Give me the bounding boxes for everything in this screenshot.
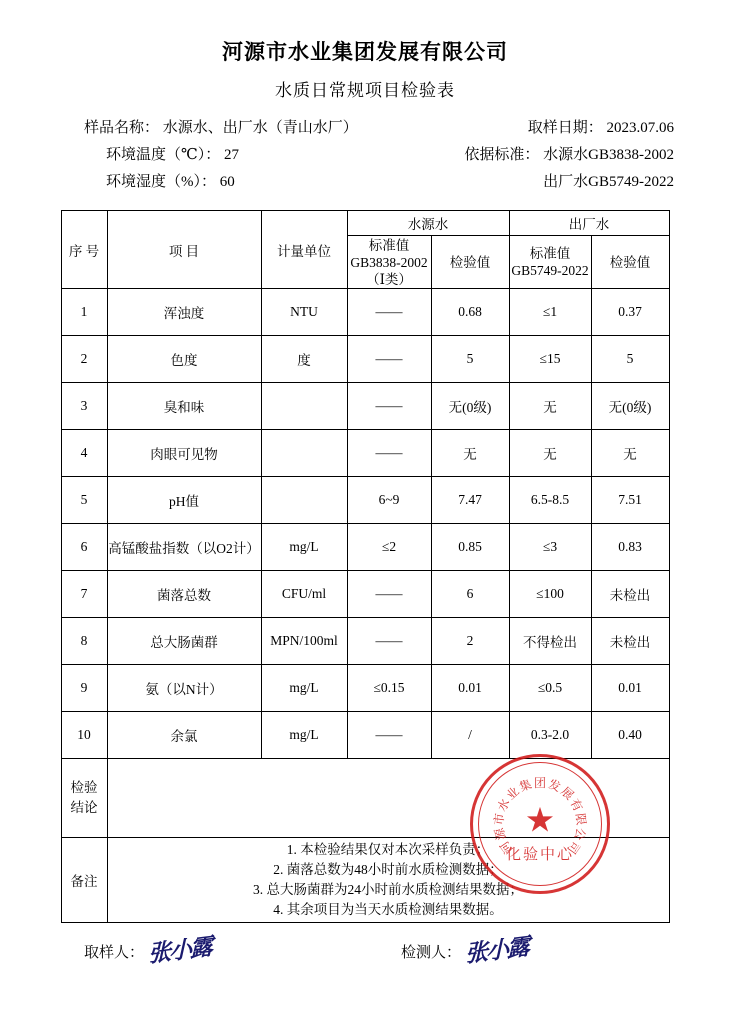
row-unit: MPN/100ml bbox=[261, 618, 347, 665]
water-quality-table bbox=[61, 210, 670, 923]
row-item: 色度 bbox=[107, 336, 261, 383]
report-title: 水质日常规项目检验表 bbox=[275, 81, 455, 100]
table-row bbox=[61, 571, 669, 618]
sampling-date-group bbox=[528, 115, 674, 142]
stamp-arc-char: 源 bbox=[491, 826, 509, 842]
standard-group bbox=[464, 142, 674, 169]
table-row bbox=[61, 618, 669, 665]
row-source-value: 0.01 bbox=[431, 665, 509, 712]
row-source-standard: ≤2 bbox=[347, 524, 431, 571]
humidity-group bbox=[84, 169, 235, 196]
row-no: 2 bbox=[61, 336, 107, 383]
stamp-arc-char: 团 bbox=[533, 776, 547, 790]
row-outlet-standard: 无 bbox=[509, 383, 591, 430]
row-source-value: 6 bbox=[431, 571, 509, 618]
conclusion-text bbox=[107, 759, 669, 838]
stamp-center-text: 化验中心 bbox=[505, 847, 574, 863]
row-outlet-value: 5 bbox=[591, 336, 669, 383]
row-unit: 度 bbox=[261, 336, 347, 383]
row-item: 肉眼可见物 bbox=[107, 430, 261, 477]
row-item: pH值 bbox=[107, 477, 261, 524]
stamp-arc-char: 集 bbox=[517, 777, 534, 795]
row-source-standard: —— bbox=[347, 618, 431, 665]
row-outlet-value: 0.37 bbox=[591, 289, 669, 336]
row-unit bbox=[261, 430, 347, 477]
table-row bbox=[61, 383, 669, 430]
row-source-standard: —— bbox=[347, 289, 431, 336]
row-outlet-standard: ≤1 bbox=[509, 289, 591, 336]
row-unit bbox=[261, 477, 347, 524]
table-row bbox=[61, 477, 669, 524]
row-outlet-value: 0.40 bbox=[591, 712, 669, 759]
sampling-date-value: 2023.07.06 bbox=[606, 120, 674, 136]
row-no: 10 bbox=[61, 712, 107, 759]
tester-signature: 张小露 bbox=[465, 934, 529, 968]
table-row bbox=[61, 712, 669, 759]
row-item: 菌落总数 bbox=[107, 571, 261, 618]
row-outlet-standard: ≤3 bbox=[509, 524, 591, 571]
row-item: 余氯 bbox=[107, 712, 261, 759]
row-source-standard: —— bbox=[347, 430, 431, 477]
row-unit: mg/L bbox=[261, 665, 347, 712]
row-outlet-standard: ≤0.5 bbox=[509, 665, 591, 712]
row-source-value: 7.47 bbox=[431, 477, 509, 524]
row-outlet-value: 无 bbox=[591, 430, 669, 477]
stamp-arc-char: 发 bbox=[546, 777, 563, 795]
row-unit: mg/L bbox=[261, 524, 347, 571]
report-page bbox=[0, 36, 730, 1020]
tester-label: 检测人： bbox=[401, 945, 462, 961]
row-outlet-value: 0.01 bbox=[591, 665, 669, 712]
stamp-arc-char: 水 bbox=[494, 796, 513, 814]
header-source-standard-line2: GB3838-2002 bbox=[350, 254, 428, 270]
row-unit: NTU bbox=[261, 289, 347, 336]
row-source-standard: 6~9 bbox=[347, 477, 431, 524]
conclusion-row bbox=[61, 759, 669, 838]
row-source-standard: ≤0.15 bbox=[347, 665, 431, 712]
row-item: 浑浊度 bbox=[107, 289, 261, 336]
table-row bbox=[61, 665, 669, 712]
table-header-row-1 bbox=[61, 211, 669, 236]
row-no: 3 bbox=[61, 383, 107, 430]
row-source-standard: —— bbox=[347, 712, 431, 759]
conclusion-label-line1: 检验 bbox=[70, 780, 98, 795]
row-unit: mg/L bbox=[261, 712, 347, 759]
standard-value-outlet: 出厂水GB5749-2022 bbox=[543, 174, 674, 190]
remark-label: 备注 bbox=[61, 838, 107, 923]
meta-row-sample bbox=[84, 115, 674, 142]
row-item: 总大肠菌群 bbox=[107, 618, 261, 665]
table-row bbox=[61, 430, 669, 477]
row-outlet-value: 无(0级) bbox=[591, 383, 669, 430]
header-outlet-standard-line1: 标准值 bbox=[529, 246, 571, 261]
row-no: 8 bbox=[61, 618, 107, 665]
row-source-value: 2 bbox=[431, 618, 509, 665]
remark-item: 2. 菌落总数为48小时前水质检测数据； bbox=[273, 862, 503, 877]
humidity-label: 环境湿度（%）： bbox=[106, 174, 216, 190]
star-icon: ★ bbox=[524, 802, 556, 840]
header-outlet-standard-line2: GB5749-2022 bbox=[511, 263, 589, 278]
row-outlet-standard: 0.3-2.0 bbox=[509, 712, 591, 759]
stamp-arc-char: 河 bbox=[497, 838, 516, 857]
row-item: 臭和味 bbox=[107, 383, 261, 430]
row-no: 9 bbox=[61, 665, 107, 712]
header-source-standard-line1: 标准值 bbox=[368, 237, 410, 253]
row-no: 5 bbox=[61, 477, 107, 524]
stamp-arc-char: 公 bbox=[571, 826, 589, 842]
meta-row-temperature bbox=[84, 142, 674, 169]
stamp-arc-char: 业 bbox=[503, 784, 522, 803]
stamp-arc-char: 市 bbox=[491, 812, 507, 827]
header-item: 项 目 bbox=[107, 211, 261, 289]
row-source-standard: —— bbox=[347, 383, 431, 430]
stamp-arc-char: 有 bbox=[567, 796, 586, 814]
header-no: 序 号 bbox=[61, 211, 107, 289]
sampler-label: 取样人： bbox=[84, 945, 145, 961]
header-outlet-value: 检验值 bbox=[591, 236, 669, 289]
stamp-arc-char: 展 bbox=[558, 784, 577, 803]
row-outlet-standard: 不得检出 bbox=[509, 618, 591, 665]
row-outlet-standard: 无 bbox=[509, 430, 591, 477]
tester-signature-group bbox=[401, 934, 529, 968]
row-source-value: 5 bbox=[431, 336, 509, 383]
header-group-source-water: 水源水 bbox=[347, 211, 509, 236]
row-outlet-standard: 6.5-8.5 bbox=[509, 477, 591, 524]
conclusion-label-line2: 结论 bbox=[70, 800, 98, 815]
row-outlet-value: 未检出 bbox=[591, 571, 669, 618]
report-meta bbox=[84, 115, 674, 196]
meta-row-humidity bbox=[84, 169, 674, 196]
stamp-arc-char: 限 bbox=[573, 812, 589, 827]
standard-label: 依据标准： bbox=[464, 147, 540, 163]
row-no: 4 bbox=[61, 430, 107, 477]
row-outlet-standard: ≤15 bbox=[509, 336, 591, 383]
temperature-label: 环境温度（℃）： bbox=[106, 147, 221, 163]
standard-value-source: 水源水GB3838-2002 bbox=[543, 147, 674, 163]
table-row bbox=[61, 289, 669, 336]
row-source-standard: —— bbox=[347, 336, 431, 383]
header-unit: 计量单位 bbox=[261, 211, 347, 289]
row-outlet-standard: ≤100 bbox=[509, 571, 591, 618]
header-outlet-standard bbox=[509, 236, 591, 289]
remark-item: 1. 本检验结果仅对本次采样负责； bbox=[286, 842, 490, 857]
row-source-value: / bbox=[431, 712, 509, 759]
remark-item: 4. 其余项目为当天水质检测结果数据。 bbox=[273, 902, 503, 917]
sampling-date-label: 取样日期： bbox=[527, 120, 603, 136]
company-title: 河源市水业集团发展有限公司 bbox=[222, 40, 508, 64]
table-row bbox=[61, 336, 669, 383]
humidity-value: 60 bbox=[219, 174, 235, 190]
row-source-value: 无(0级) bbox=[431, 383, 509, 430]
remark-item: 3. 总大肠菌群为24小时前水质检测结果数据； bbox=[253, 882, 523, 897]
header-group-outlet-water: 出厂水 bbox=[509, 211, 669, 236]
row-unit: CFU/ml bbox=[261, 571, 347, 618]
table-row bbox=[61, 524, 669, 571]
row-source-standard: —— bbox=[347, 571, 431, 618]
header-source-standard-line3: （Ⅰ类） bbox=[366, 271, 412, 287]
row-source-value: 0.68 bbox=[431, 289, 509, 336]
row-no: 6 bbox=[61, 524, 107, 571]
row-source-value: 无 bbox=[431, 430, 509, 477]
sampler-signature: 张小露 bbox=[148, 934, 211, 968]
temperature-value: 27 bbox=[224, 147, 240, 163]
row-item: 氨（以N计） bbox=[107, 665, 261, 712]
conclusion-label bbox=[61, 759, 107, 838]
sampler-signature-group bbox=[84, 934, 211, 968]
row-outlet-value: 7.51 bbox=[591, 477, 669, 524]
row-source-value: 0.85 bbox=[431, 524, 509, 571]
temperature-group bbox=[84, 142, 239, 169]
sample-name-group bbox=[84, 115, 358, 142]
row-outlet-value: 未检出 bbox=[591, 618, 669, 665]
sample-name-label: 样品名称： bbox=[84, 120, 160, 136]
row-outlet-value: 0.83 bbox=[591, 524, 669, 571]
row-no: 1 bbox=[61, 289, 107, 336]
stamp-arc-char: 司 bbox=[564, 838, 583, 857]
header-source-value: 检验值 bbox=[431, 236, 509, 289]
remark-list bbox=[107, 838, 669, 923]
signature-row bbox=[84, 934, 660, 968]
header-source-standard bbox=[347, 236, 431, 289]
remark-row bbox=[61, 838, 669, 923]
row-no: 7 bbox=[61, 571, 107, 618]
sample-name-value: 水源水、出厂水（青山水厂） bbox=[162, 120, 358, 136]
row-item: 高锰酸盐指数（以O2计） bbox=[107, 524, 261, 571]
row-unit bbox=[261, 383, 347, 430]
